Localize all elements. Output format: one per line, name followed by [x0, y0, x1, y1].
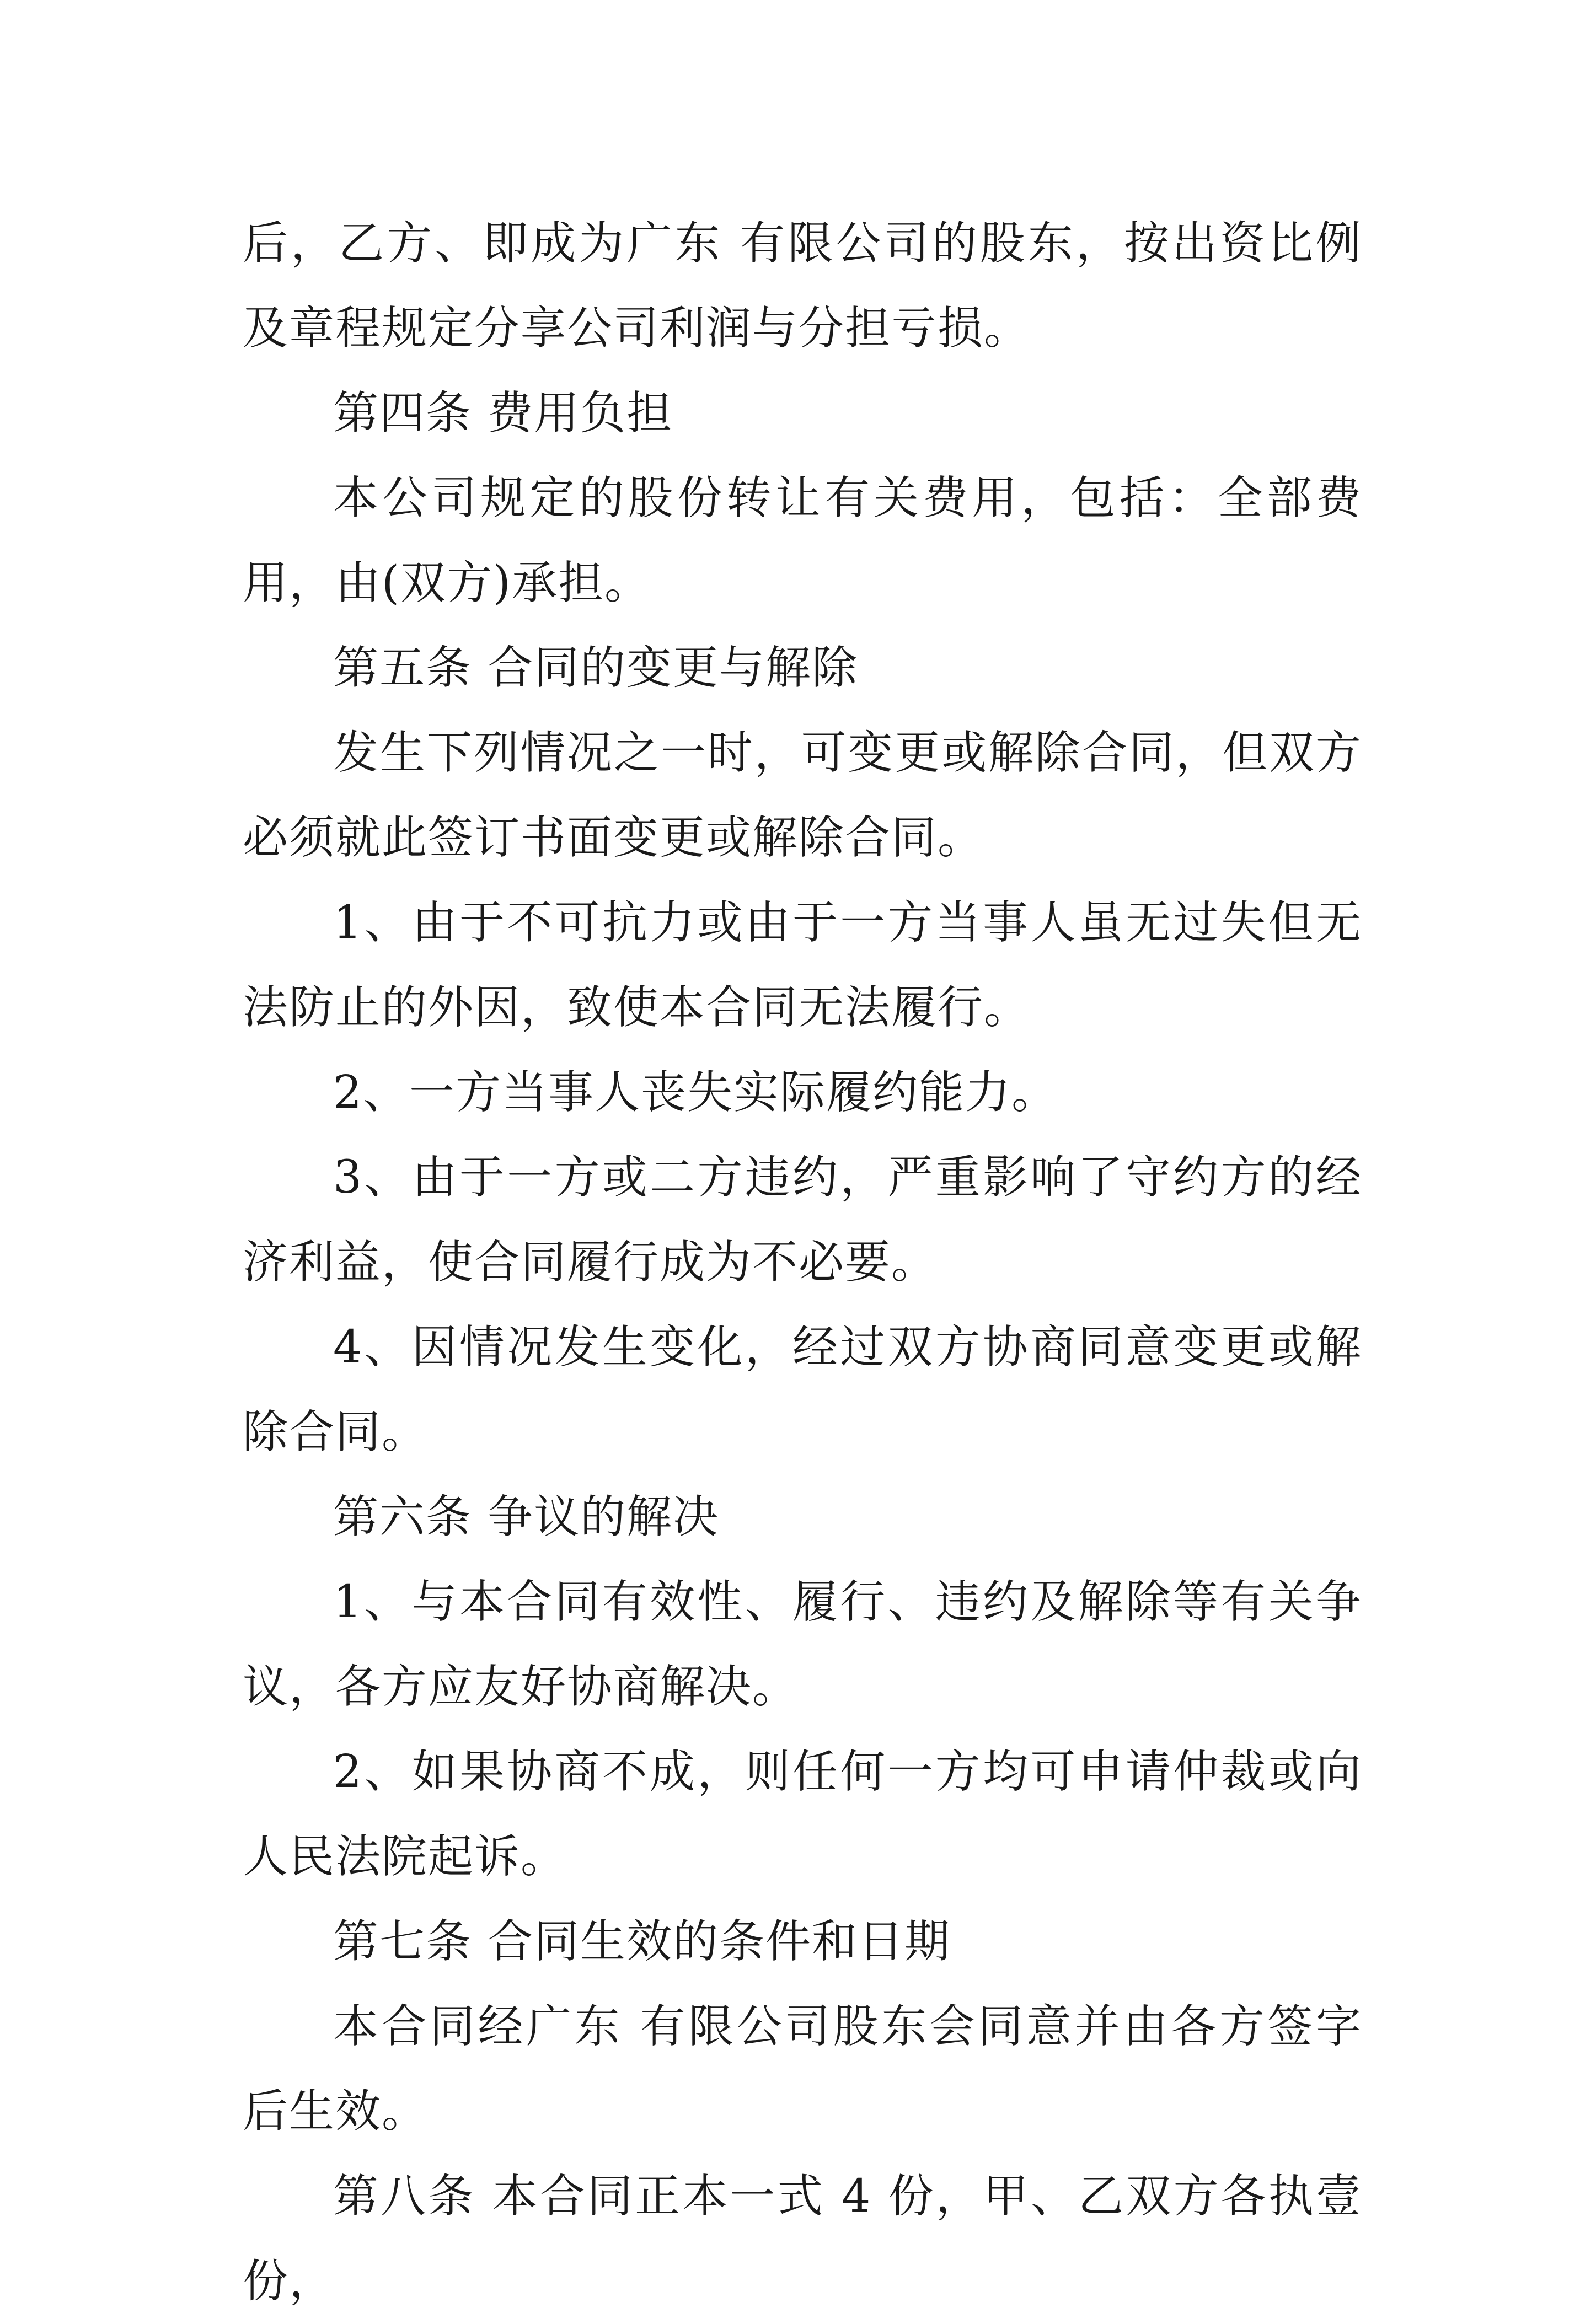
document-body — [243, 201, 1362, 2324]
article-6-item-1: 1、与本合同有效性、履行、违约及解除等有关争议，各方应友好协商解决。 — [243, 1576, 1362, 1713]
article-6-heading: 第六条 争议的解决 — [333, 1491, 720, 1543]
article-5-item-2: 2、一方当事人丧失实际履约能力。 — [333, 1066, 1058, 1119]
article-5-item-4: 4、因情况发生变化，经过双方协商同意变更或解除合同。 — [243, 1321, 1362, 1458]
article-7-body: 本合同经广东 有限公司股东会同意并由各方签字后生效。 — [243, 2000, 1362, 2138]
article-8-body: 第八条 本合同正本一式 4 份，甲、乙双方各执壹份， — [243, 2170, 1362, 2307]
article-5-heading: 第五条 合同的变更与解除 — [333, 642, 859, 694]
article-5-item-3: 3、由于一方或二方违约，严重影响了守约方的经济利益，使合同履行成为不必要。 — [243, 1151, 1362, 1289]
article-5-body: 发生下列情况之一时，可变更或解除合同，但双方必须就此签订书面变更或解除合同。 — [243, 727, 1362, 864]
article-7-heading: 第七条 合同生效的条件和日期 — [333, 1915, 951, 1968]
article-4-heading: 第四条 费用负担 — [333, 387, 673, 439]
article-5-item-1: 1、由于不可抗力或由于一方当事人虽无过失但无法防止的外因，致使本合同无法履行。 — [243, 897, 1362, 1034]
article-4-body: 本公司规定的股份转让有关费用，包括：全部费用，由(双方)承担。 — [243, 472, 1362, 609]
paragraph-continuation: 后，乙方、即成为广东 有限公司的股东，按出资比例及章程规定分享公司利润与分担亏损。 — [243, 217, 1362, 355]
article-6-item-2: 2、如果协商不成，则任何一方均可申请仲裁或向人民法院起诉。 — [243, 1746, 1362, 1883]
